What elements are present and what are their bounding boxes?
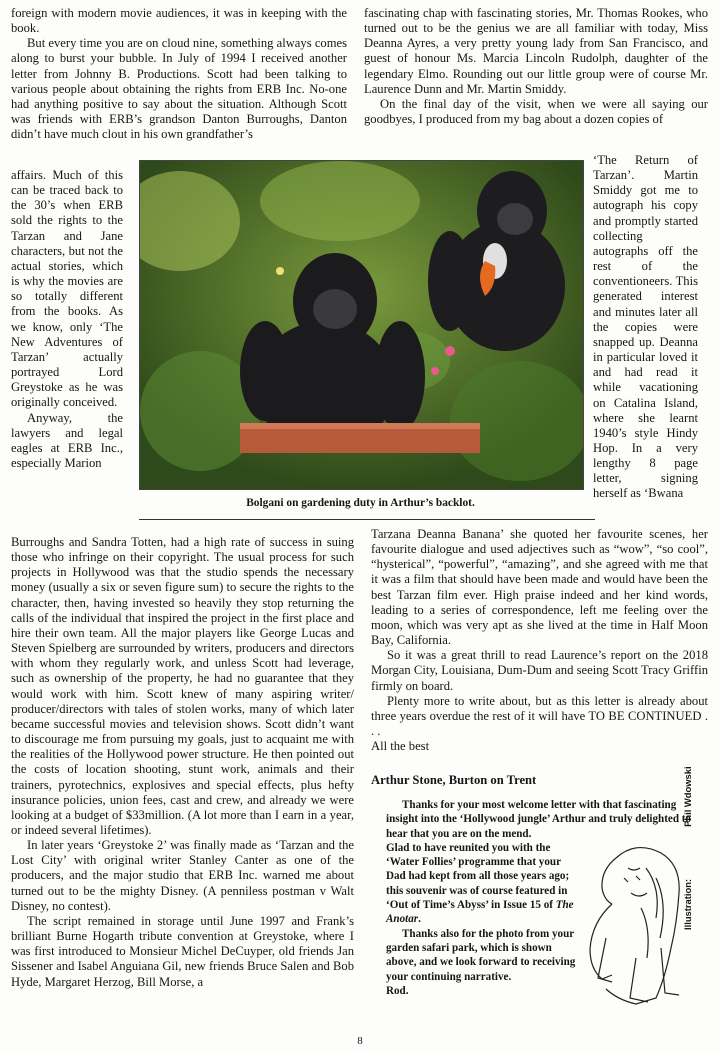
editor-para-2: Thanks also for the photo from your garden safari park, which is shown above, and we look forward to receiving your continuing narrative. bbox=[386, 927, 576, 983]
left-column-top bbox=[11, 6, 347, 142]
right-narrow-column bbox=[593, 153, 698, 502]
paragraph: fascinating chap with fascinating stories, Mr. Thomas Rookes, who turned out to be the genius we are all familiar with today, Miss Deanna Ayres, a very pretty young lady from San Francisco, and guest of honour Ms. Marcia Lincoln Rudolph, daughter of the legendary Elmo. Rounding out our little group were of course Mr. Laurence Dunn and Mr. Martin Smiddy. bbox=[364, 6, 708, 96]
ape-sketch-illustration-icon bbox=[576, 838, 692, 1014]
left-narrow-column bbox=[11, 168, 123, 471]
paragraph: ‘The Return of Tarzan’. Martin Smiddy got me to autograph his copy and promptly started collecting autographs off the rest of the conventioneers. This generated interest and minutes later all the copies were snapped up. Deanna in particular loved it and had read it while vacationing on Catalina Island, where she learnt 1940’s style Hindy Hop. In a very lengthy 8 page letter, signing herself as ‘Bwana bbox=[593, 153, 698, 501]
garden-photo bbox=[139, 160, 584, 490]
photo-caption: Bolgani on gardening duty in Arthur’s backlot. bbox=[246, 497, 475, 509]
editor-para-narrow bbox=[386, 841, 582, 927]
left-column-bottom bbox=[11, 535, 354, 990]
signature: Arthur Stone, Burton on Trent bbox=[371, 773, 537, 787]
paragraph: The script remained in storage until June 1997 and Frank’s brilliant Burne Hogarth tribute convention at Greystoke, where I was first introduced to Monsieur Michel DeCuyper, old friends Jan Sissener and Isabel Anguiana Gil, new friends Bruce Salen and Bob Hyde, Margaret Herzog, Bill Morse, a bbox=[11, 913, 354, 989]
illustration-credit-name: Phil Wdowski bbox=[682, 766, 693, 827]
paragraph: Plenty more to write about, but as this letter is already about three years overdue the rest of it will have TO BE CONTINUED . . . bbox=[371, 693, 708, 739]
divider bbox=[139, 519, 595, 520]
paragraph: affairs. Much of this can be traced back to the 30’s when ERB sold the rights to the Tarzan and Jane characters, but not the actual stories, which is why the movies are so totally different from the books. As we know, only ‘The New Adventures of Tarzan’ actually portrayed Lord Greystoke as he was originally conceived. bbox=[11, 168, 123, 410]
paragraph: So it was a great thrill to read Laurence’s report on the 2018 Morgan City, Louisiana, Dum-Dum and seeing Scott Tracy Griffin firmly on board. bbox=[371, 648, 708, 693]
paragraph: Tarzana Deanna Banana’ she quoted her favourite scenes, her favourite dialogue and used adjectives such as “wow”, “so cool”, “hysterical”, “powerful”, “amazing”, and she agreed with me that it was a film that should have been made and would have been the best Tarzan film ever. High praise indeed and her kind words, leading to a series of correspondence, left me feeling over the moon, which was very apt as she lived at the time in Half Moon Bay, California. bbox=[371, 527, 708, 648]
paragraph: In later years ‘Greystoke 2’ was finally made as ‘Tarzan and the Lost City’ with original writer Stanley Canter as one of the producers, and the major studio that ERB Inc. warned me about turned out to be the mighty Disney. (A penniless postman v Walt Disney, no contest). bbox=[11, 838, 354, 913]
editor-sign-off: Rod. bbox=[386, 984, 409, 997]
paragraph: On the final day of the visit, when we were all saying our goodbyes, I produced from my bag about a dozen copies of bbox=[364, 96, 708, 127]
issue-title: The Anotar bbox=[386, 899, 574, 926]
editor-para-narrow-text: Glad to have reunited you with the ‘Water Follies’ programme that your Dad had kept from all those years ago; this souvenir was of course featured in ‘Out of Time’s Abyss’ in Issue 15 of bbox=[386, 841, 570, 912]
paragraph: Burroughs and Sandra Totten, had a high rate of success in suing those who infringe on their copyright. The usual process for such projects in Hollywood was that the studio spends the necessary money (usually a six or seven figure sum) to secure the rights to the character, then, having invested so heavily they stop returning the calls of the individual that inspired the project in the first place and hire their own team. All the major players like George Lucas and Steven Spielberg are surrounded by writers, producers and directors with whom they regularly work, and unless Scott had leverage, such as ownership of the property, he had no guarantee that they would work with him. Scott knew of many aspiring writer/ producer/directors with tales of stolen works, many of which later became successful movies and television shows. Scott didn’t want to discourage me from pursuing my goals, just to acquaint me with the realities of the Hollywood power structure. He then pointed out the costs of location shooting, stunt work, animals and their trainers, pyrotechnics, explosives and special effects, plus hefty insurance policies, union fees, cast and crew, and already we were looking at a budget of $33million. (A lot more than I earn in a year, or indeed several lifetimes). bbox=[11, 535, 354, 837]
paragraph: foreign with modern movie audiences, it was in keeping with the book. bbox=[11, 6, 347, 36]
page-number: 8 bbox=[357, 1035, 363, 1047]
paragraph: Anyway, the lawyers and legal eagles at ERB Inc., especially Marion bbox=[11, 410, 123, 470]
right-column-bottom bbox=[371, 527, 708, 754]
editor-para-wide: Thanks for your most welcome letter with that fascinating insight into the ‘Hollywood jungle’ Arthur and truly delighted to hear that you are on the mend. bbox=[386, 799, 692, 840]
gorilla-statues-photo-icon bbox=[140, 161, 583, 489]
illustration-credit bbox=[682, 766, 693, 930]
editor-para-end: . bbox=[418, 913, 421, 926]
paragraph: But every time you are on cloud nine, something always comes along to burst your bubble. In July of 1994 I received another letter from Johnny B. Productions. Scott had been talking to various people about obtaining the rights from ERB Inc. No-one had anything positive to say about the situation. Although Scott was friends with ERB’s grandson Danton Burroughs, Danton didn’t have much clout in his own grandfather’s bbox=[11, 36, 347, 142]
closing: All the best bbox=[371, 739, 430, 754]
illustration-credit-label: Illustration: bbox=[682, 878, 693, 930]
right-column-top bbox=[364, 6, 708, 127]
